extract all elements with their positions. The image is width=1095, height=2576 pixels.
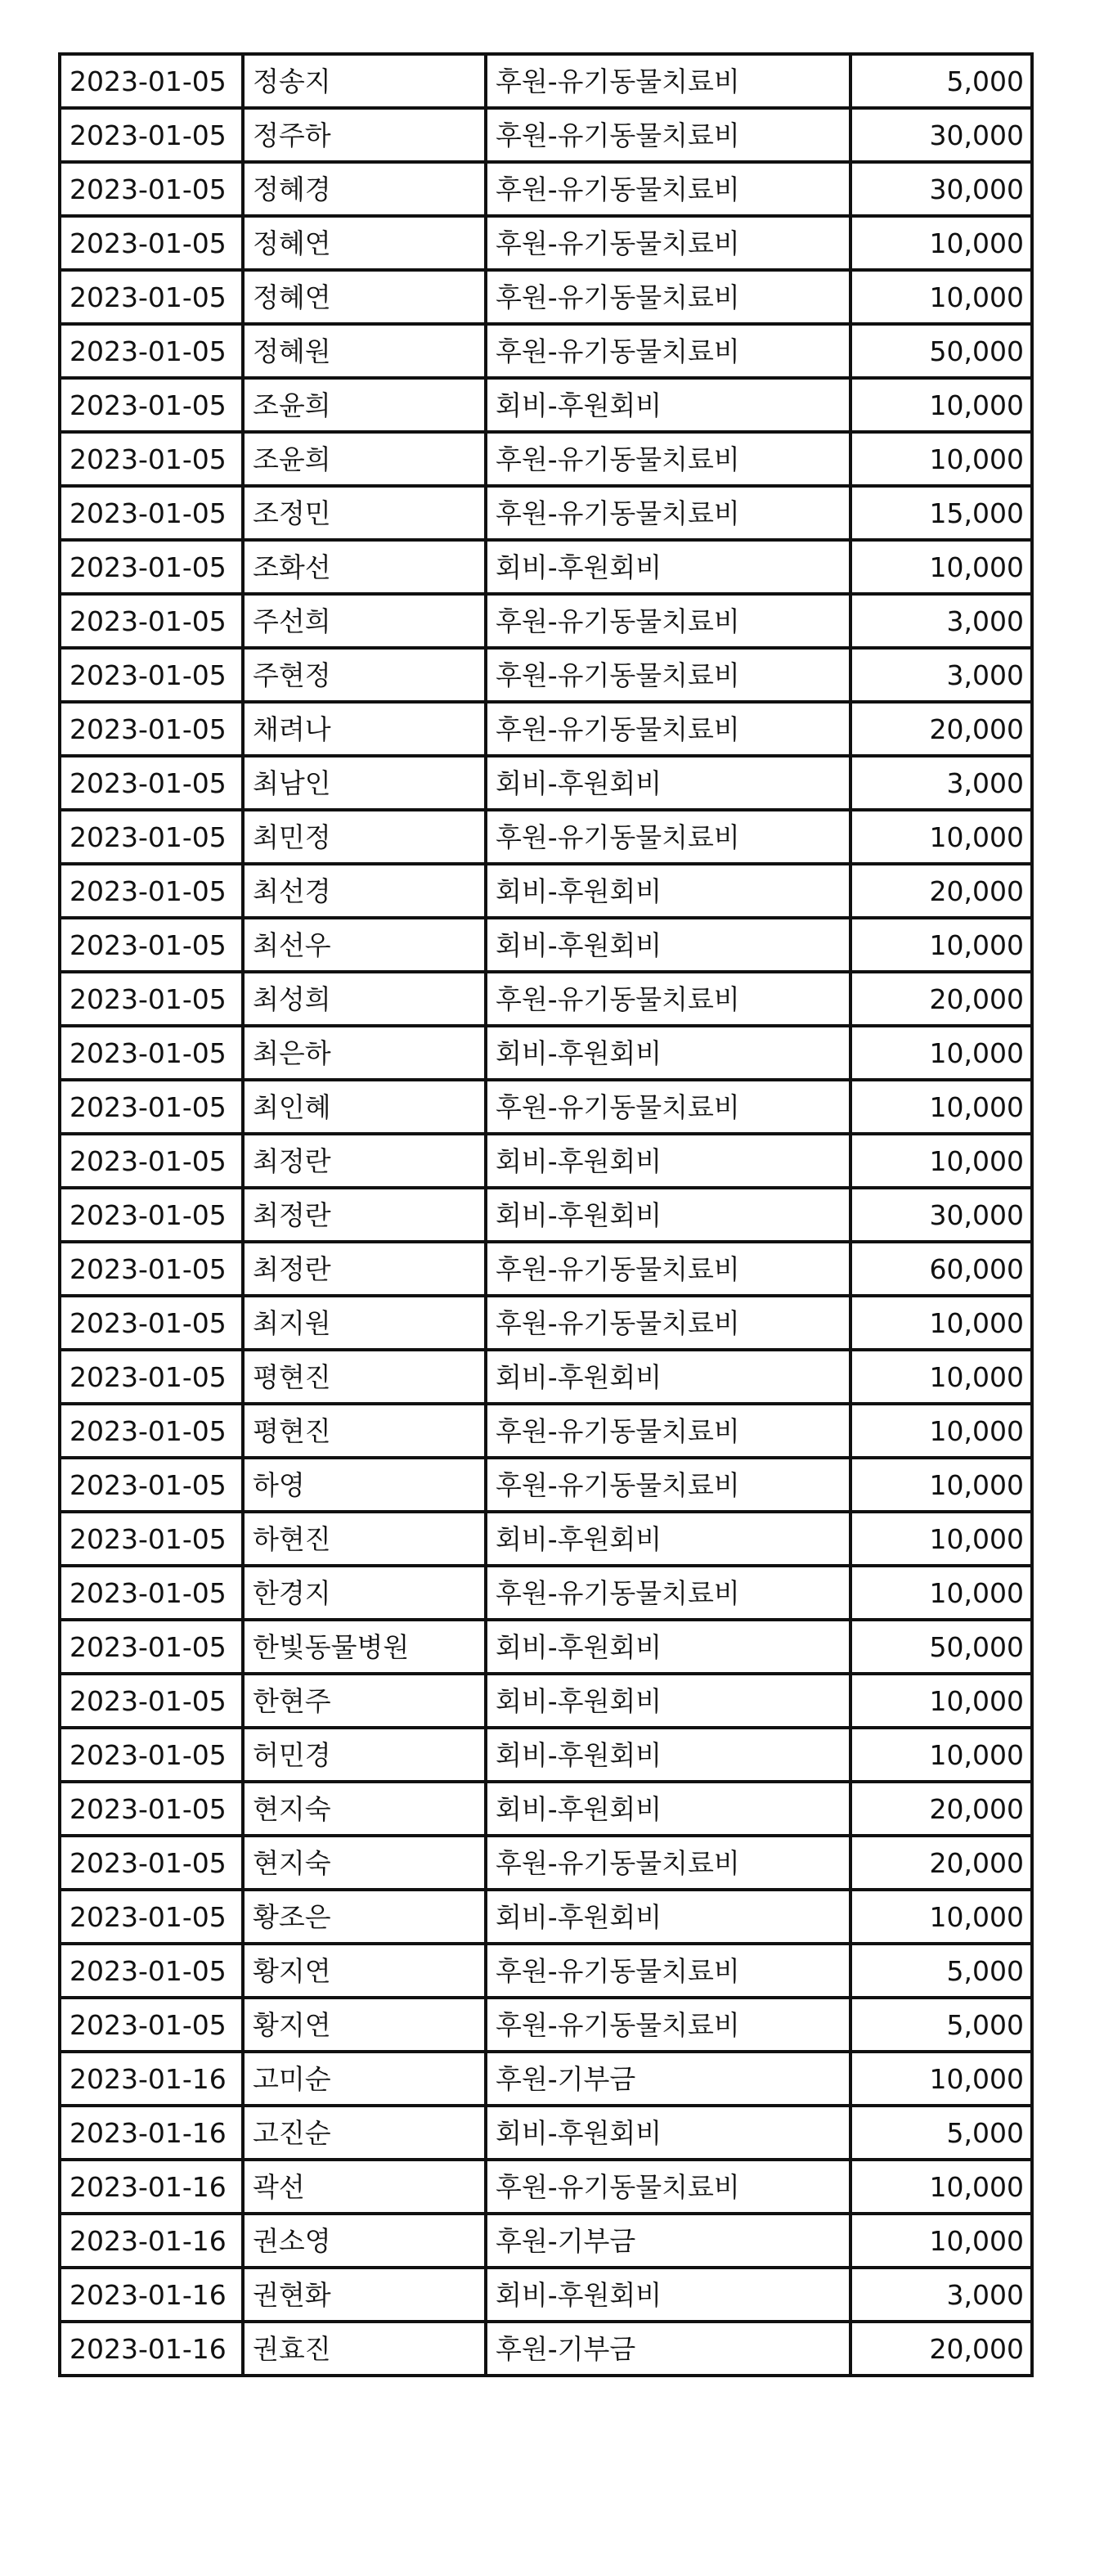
category-cell: 후원-유기동물치료비 <box>486 108 850 162</box>
table-row <box>60 702 1032 756</box>
amount-cell: 10,000 <box>850 1512 1032 1566</box>
amount-cell: 10,000 <box>850 1674 1032 1728</box>
donor-name-cell: 곽선 <box>243 2160 486 2214</box>
amount-cell: 10,000 <box>850 1026 1032 1080</box>
category-cell: 후원-유기동물치료비 <box>486 702 850 756</box>
date-cell: 2023-01-05 <box>60 1728 243 1782</box>
date-cell: 2023-01-05 <box>60 1566 243 1620</box>
amount-cell: 10,000 <box>850 1458 1032 1512</box>
category-cell: 회비-후원회비 <box>486 2268 850 2322</box>
date-cell: 2023-01-05 <box>60 1026 243 1080</box>
category-cell: 후원-유기동물치료비 <box>486 648 850 702</box>
amount-cell: 5,000 <box>850 2106 1032 2160</box>
category-cell: 후원-유기동물치료비 <box>486 1080 850 1134</box>
amount-cell: 60,000 <box>850 1242 1032 1296</box>
donor-name-cell: 최성희 <box>243 972 486 1026</box>
donor-name-cell: 조윤희 <box>243 432 486 486</box>
date-cell: 2023-01-05 <box>60 918 243 972</box>
category-cell: 후원-유기동물치료비 <box>486 270 850 324</box>
category-cell: 후원-유기동물치료비 <box>486 1242 850 1296</box>
date-cell: 2023-01-05 <box>60 540 243 594</box>
donor-name-cell: 최민정 <box>243 810 486 864</box>
donor-name-cell: 주선희 <box>243 594 486 648</box>
table-row <box>60 2214 1032 2268</box>
amount-cell: 10,000 <box>850 540 1032 594</box>
donor-name-cell: 최지원 <box>243 1296 486 1350</box>
donor-name-cell: 평현진 <box>243 1404 486 1458</box>
donor-name-cell: 권소영 <box>243 2214 486 2268</box>
donor-name-cell: 조윤희 <box>243 378 486 432</box>
amount-cell: 20,000 <box>850 2322 1032 2376</box>
table-row <box>60 162 1032 216</box>
table-row <box>60 1728 1032 1782</box>
category-cell: 회비-후원회비 <box>486 1188 850 1242</box>
category-cell: 후원-유기동물치료비 <box>486 2160 850 2214</box>
donor-name-cell: 조정민 <box>243 486 486 540</box>
date-cell: 2023-01-05 <box>60 702 243 756</box>
table-row <box>60 918 1032 972</box>
category-cell: 회비-후원회비 <box>486 1350 850 1404</box>
table-row <box>60 1404 1032 1458</box>
category-cell: 후원-기부금 <box>486 2322 850 2376</box>
donor-name-cell: 권효진 <box>243 2322 486 2376</box>
donor-name-cell: 정혜연 <box>243 270 486 324</box>
donor-name-cell: 최남인 <box>243 756 486 810</box>
table-row <box>60 594 1032 648</box>
table-row <box>60 1350 1032 1404</box>
category-cell: 후원-유기동물치료비 <box>486 216 850 270</box>
date-cell: 2023-01-05 <box>60 1674 243 1728</box>
category-cell: 회비-후원회비 <box>486 540 850 594</box>
date-cell: 2023-01-05 <box>60 378 243 432</box>
date-cell: 2023-01-16 <box>60 2160 243 2214</box>
date-cell: 2023-01-05 <box>60 756 243 810</box>
date-cell: 2023-01-05 <box>60 1944 243 1998</box>
table-row <box>60 486 1032 540</box>
amount-cell: 10,000 <box>850 1728 1032 1782</box>
amount-cell: 30,000 <box>850 162 1032 216</box>
category-cell: 회비-후원회비 <box>486 1134 850 1188</box>
table-row <box>60 1944 1032 1998</box>
date-cell: 2023-01-05 <box>60 594 243 648</box>
amount-cell: 20,000 <box>850 864 1032 918</box>
donor-name-cell: 최선우 <box>243 918 486 972</box>
amount-cell: 10,000 <box>850 432 1032 486</box>
category-cell: 후원-기부금 <box>486 2052 850 2106</box>
table-row <box>60 648 1032 702</box>
date-cell: 2023-01-05 <box>60 810 243 864</box>
amount-cell: 5,000 <box>850 1998 1032 2052</box>
category-cell: 후원-유기동물치료비 <box>486 1458 850 1512</box>
category-cell: 후원-유기동물치료비 <box>486 432 850 486</box>
amount-cell: 10,000 <box>850 2052 1032 2106</box>
donor-name-cell: 정송지 <box>243 54 486 108</box>
category-cell: 후원-유기동물치료비 <box>486 324 850 378</box>
category-cell: 회비-후원회비 <box>486 1026 850 1080</box>
category-cell: 회비-후원회비 <box>486 756 850 810</box>
table-row <box>60 432 1032 486</box>
donor-name-cell: 최은하 <box>243 1026 486 1080</box>
category-cell: 후원-유기동물치료비 <box>486 162 850 216</box>
amount-cell: 30,000 <box>850 1188 1032 1242</box>
amount-cell: 50,000 <box>850 324 1032 378</box>
date-cell: 2023-01-05 <box>60 972 243 1026</box>
donor-name-cell: 하현진 <box>243 1512 486 1566</box>
table-row <box>60 2052 1032 2106</box>
category-cell: 후원-유기동물치료비 <box>486 486 850 540</box>
amount-cell: 10,000 <box>850 1404 1032 1458</box>
category-cell: 후원-기부금 <box>486 2214 850 2268</box>
amount-cell: 30,000 <box>850 108 1032 162</box>
table-row <box>60 1512 1032 1566</box>
amount-cell: 5,000 <box>850 1944 1032 1998</box>
table-row <box>60 1242 1032 1296</box>
table-row <box>60 1188 1032 1242</box>
table-row <box>60 1026 1032 1080</box>
table-row <box>60 756 1032 810</box>
amount-cell: 10,000 <box>850 378 1032 432</box>
date-cell: 2023-01-05 <box>60 486 243 540</box>
category-cell: 회비-후원회비 <box>486 1512 850 1566</box>
donor-name-cell: 정혜원 <box>243 324 486 378</box>
table-row <box>60 1782 1032 1836</box>
table-row <box>60 972 1032 1026</box>
amount-cell: 10,000 <box>850 918 1032 972</box>
donor-name-cell: 최정란 <box>243 1188 486 1242</box>
date-cell: 2023-01-05 <box>60 162 243 216</box>
amount-cell: 10,000 <box>850 1350 1032 1404</box>
category-cell: 후원-유기동물치료비 <box>486 1404 850 1458</box>
amount-cell: 10,000 <box>850 270 1032 324</box>
date-cell: 2023-01-05 <box>60 1188 243 1242</box>
donor-name-cell: 현지숙 <box>243 1782 486 1836</box>
date-cell: 2023-01-16 <box>60 2106 243 2160</box>
amount-cell: 20,000 <box>850 702 1032 756</box>
donor-name-cell: 현지숙 <box>243 1836 486 1890</box>
donor-name-cell: 채려나 <box>243 702 486 756</box>
date-cell: 2023-01-05 <box>60 1620 243 1674</box>
table-row <box>60 540 1032 594</box>
category-cell: 후원-유기동물치료비 <box>486 594 850 648</box>
amount-cell: 10,000 <box>850 1080 1032 1134</box>
amount-cell: 10,000 <box>850 2160 1032 2214</box>
amount-cell: 3,000 <box>850 648 1032 702</box>
table-row <box>60 270 1032 324</box>
table-row <box>60 864 1032 918</box>
table-row <box>60 2160 1032 2214</box>
date-cell: 2023-01-05 <box>60 1296 243 1350</box>
category-cell: 회비-후원회비 <box>486 1728 850 1782</box>
table-row <box>60 810 1032 864</box>
amount-cell: 10,000 <box>850 1134 1032 1188</box>
table-row <box>60 1296 1032 1350</box>
table-row <box>60 1890 1032 1944</box>
date-cell: 2023-01-05 <box>60 432 243 486</box>
donor-name-cell: 정혜연 <box>243 216 486 270</box>
donor-name-cell: 황조은 <box>243 1890 486 1944</box>
table-row <box>60 108 1032 162</box>
table-row <box>60 1566 1032 1620</box>
table-row <box>60 2106 1032 2160</box>
date-cell: 2023-01-05 <box>60 1890 243 1944</box>
amount-cell: 20,000 <box>850 1836 1032 1890</box>
table-row <box>60 216 1032 270</box>
date-cell: 2023-01-05 <box>60 54 243 108</box>
date-cell: 2023-01-05 <box>60 216 243 270</box>
donor-name-cell: 권현화 <box>243 2268 486 2322</box>
amount-cell: 15,000 <box>850 486 1032 540</box>
category-cell: 후원-유기동물치료비 <box>486 810 850 864</box>
category-cell: 회비-후원회비 <box>486 2106 850 2160</box>
amount-cell: 50,000 <box>850 1620 1032 1674</box>
category-cell: 회비-후원회비 <box>486 1890 850 1944</box>
amount-cell: 3,000 <box>850 594 1032 648</box>
amount-cell: 10,000 <box>850 1890 1032 1944</box>
amount-cell: 3,000 <box>850 756 1032 810</box>
table-row <box>60 1674 1032 1728</box>
amount-cell: 3,000 <box>850 2268 1032 2322</box>
date-cell: 2023-01-05 <box>60 1134 243 1188</box>
donor-name-cell: 하영 <box>243 1458 486 1512</box>
donor-name-cell: 황지연 <box>243 1944 486 1998</box>
donor-name-cell: 주현정 <box>243 648 486 702</box>
category-cell: 회비-후원회비 <box>486 918 850 972</box>
date-cell: 2023-01-05 <box>60 108 243 162</box>
donor-name-cell: 고진순 <box>243 2106 486 2160</box>
category-cell: 후원-유기동물치료비 <box>486 54 850 108</box>
ledger-body <box>60 54 1032 2376</box>
amount-cell: 10,000 <box>850 810 1032 864</box>
donation-ledger-table <box>58 52 1034 2377</box>
donor-name-cell: 황지연 <box>243 1998 486 2052</box>
donor-name-cell: 고미순 <box>243 2052 486 2106</box>
table-row <box>60 324 1032 378</box>
table-row <box>60 1080 1032 1134</box>
date-cell: 2023-01-05 <box>60 1080 243 1134</box>
date-cell: 2023-01-05 <box>60 1458 243 1512</box>
date-cell: 2023-01-05 <box>60 1998 243 2052</box>
table-row <box>60 54 1032 108</box>
donor-name-cell: 평현진 <box>243 1350 486 1404</box>
table-row <box>60 378 1032 432</box>
category-cell: 후원-유기동물치료비 <box>486 1836 850 1890</box>
date-cell: 2023-01-05 <box>60 324 243 378</box>
category-cell: 회비-후원회비 <box>486 378 850 432</box>
date-cell: 2023-01-05 <box>60 1404 243 1458</box>
donor-name-cell: 한현주 <box>243 1674 486 1728</box>
donor-name-cell: 정혜경 <box>243 162 486 216</box>
donor-name-cell: 최인혜 <box>243 1080 486 1134</box>
donor-name-cell: 최정란 <box>243 1134 486 1188</box>
donor-name-cell: 최정란 <box>243 1242 486 1296</box>
category-cell: 후원-유기동물치료비 <box>486 1998 850 2052</box>
date-cell: 2023-01-05 <box>60 1782 243 1836</box>
date-cell: 2023-01-05 <box>60 1836 243 1890</box>
table-row <box>60 2268 1032 2322</box>
table-row <box>60 1836 1032 1890</box>
amount-cell: 10,000 <box>850 216 1032 270</box>
table-row <box>60 2322 1032 2376</box>
table-row <box>60 1458 1032 1512</box>
amount-cell: 10,000 <box>850 1566 1032 1620</box>
category-cell: 회비-후원회비 <box>486 1674 850 1728</box>
donor-name-cell: 정주하 <box>243 108 486 162</box>
date-cell: 2023-01-05 <box>60 648 243 702</box>
date-cell: 2023-01-05 <box>60 864 243 918</box>
amount-cell: 10,000 <box>850 2214 1032 2268</box>
table-row <box>60 1998 1032 2052</box>
table-row <box>60 1134 1032 1188</box>
category-cell: 회비-후원회비 <box>486 1620 850 1674</box>
category-cell: 후원-유기동물치료비 <box>486 972 850 1026</box>
date-cell: 2023-01-05 <box>60 1242 243 1296</box>
amount-cell: 10,000 <box>850 1296 1032 1350</box>
donor-name-cell: 한경지 <box>243 1566 486 1620</box>
amount-cell: 5,000 <box>850 54 1032 108</box>
date-cell: 2023-01-16 <box>60 2268 243 2322</box>
category-cell: 회비-후원회비 <box>486 1782 850 1836</box>
donor-name-cell: 최선경 <box>243 864 486 918</box>
donor-name-cell: 허민경 <box>243 1728 486 1782</box>
category-cell: 후원-유기동물치료비 <box>486 1944 850 1998</box>
date-cell: 2023-01-05 <box>60 270 243 324</box>
date-cell: 2023-01-16 <box>60 2214 243 2268</box>
table-row <box>60 1620 1032 1674</box>
amount-cell: 20,000 <box>850 1782 1032 1836</box>
date-cell: 2023-01-16 <box>60 2322 243 2376</box>
amount-cell: 20,000 <box>850 972 1032 1026</box>
donor-name-cell: 한빛동물병원 <box>243 1620 486 1674</box>
date-cell: 2023-01-05 <box>60 1350 243 1404</box>
category-cell: 회비-후원회비 <box>486 864 850 918</box>
category-cell: 후원-유기동물치료비 <box>486 1296 850 1350</box>
donor-name-cell: 조화선 <box>243 540 486 594</box>
category-cell: 후원-유기동물치료비 <box>486 1566 850 1620</box>
date-cell: 2023-01-05 <box>60 1512 243 1566</box>
date-cell: 2023-01-16 <box>60 2052 243 2106</box>
